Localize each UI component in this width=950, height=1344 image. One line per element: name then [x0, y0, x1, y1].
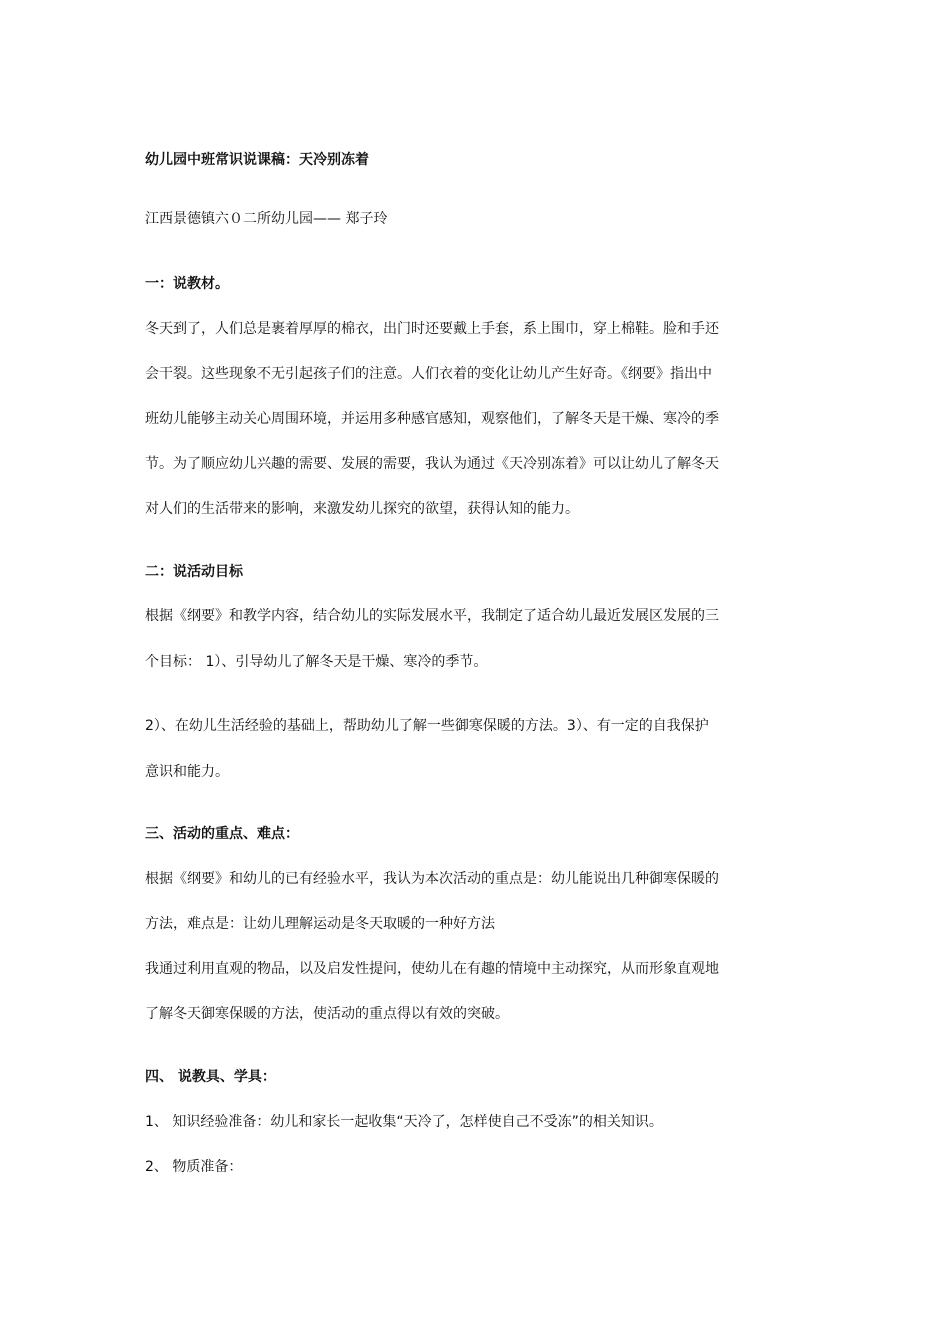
- section4-line: 1、 知识经验准备：幼儿和家长一起收集“天冷了，怎样使自己不受冻”的相关知识。: [145, 1114, 663, 1130]
- section2-line: 个目标： 1）、引导幼儿了解冬天是干燥、寒冷的季节。: [145, 654, 488, 670]
- section3-heading: 三、活动的重点、难点：: [145, 826, 299, 842]
- section1-heading: 一：说教材。: [145, 276, 229, 292]
- section4-line: 2、 物质准备：: [145, 1159, 243, 1175]
- section2-heading: 二：说活动目标: [145, 564, 243, 580]
- section2-line: 意识和能力。: [145, 764, 229, 780]
- section3-line: 了解冬天御寒保暖的方法，使活动的重点得以有效的突破。: [145, 1006, 509, 1022]
- section3-line: 方法，难点是：让幼儿理解运动是冬天取暖的一种好方法: [145, 916, 495, 932]
- section1-line: 节。为了顺应幼儿兴趣的需要、发展的需要，我认为通过《天冷别冻着》可以让幼儿了解冬天: [145, 456, 719, 472]
- section2-line: 2）、在幼儿生活经验的基础上，帮助幼儿了解一些御寒保暖的方法。3）、有一定的自我保护: [145, 718, 709, 734]
- section1-line: 冬天到了，人们总是裹着厚厚的棉衣，出门时还要戴上手套，系上围巾，穿上棉鞋。脸和手还: [145, 321, 719, 337]
- document-title: 幼儿园中班常识说课稿：天冷别冻着: [145, 152, 369, 168]
- author-line: 江西景德镇六０二所幼儿园—— 郑子玲: [145, 211, 388, 227]
- section4-heading: 四、 说教具、学具：: [145, 1069, 276, 1085]
- section1-line: 班幼儿能够主动关心周围环境，并运用多种感官感知，观察他们，了解冬天是干燥、寒冷的季: [145, 411, 719, 427]
- section3-line: 我通过利用直观的物品，以及启发性提问，使幼儿在有趣的情境中主动探究，从而形象直观地: [145, 961, 719, 977]
- section1-line: 对人们的生活带来的影响，来激发幼儿探究的欲望，获得认知的能力。: [145, 501, 579, 517]
- section2-line: 根据《纲要》和教学内容，结合幼儿的实际发展水平，我制定了适合幼儿最近发展区发展的三: [145, 608, 719, 624]
- section1-line: 会干裂。这些现象不无引起孩子们的注意。人们衣着的变化让幼儿产生好奇。《纲要》指出中: [145, 366, 712, 382]
- section3-line: 根据《纲要》和幼儿的已有经验水平，我认为本次活动的重点是：幼儿能说出几种御寒保暖的: [145, 871, 719, 887]
